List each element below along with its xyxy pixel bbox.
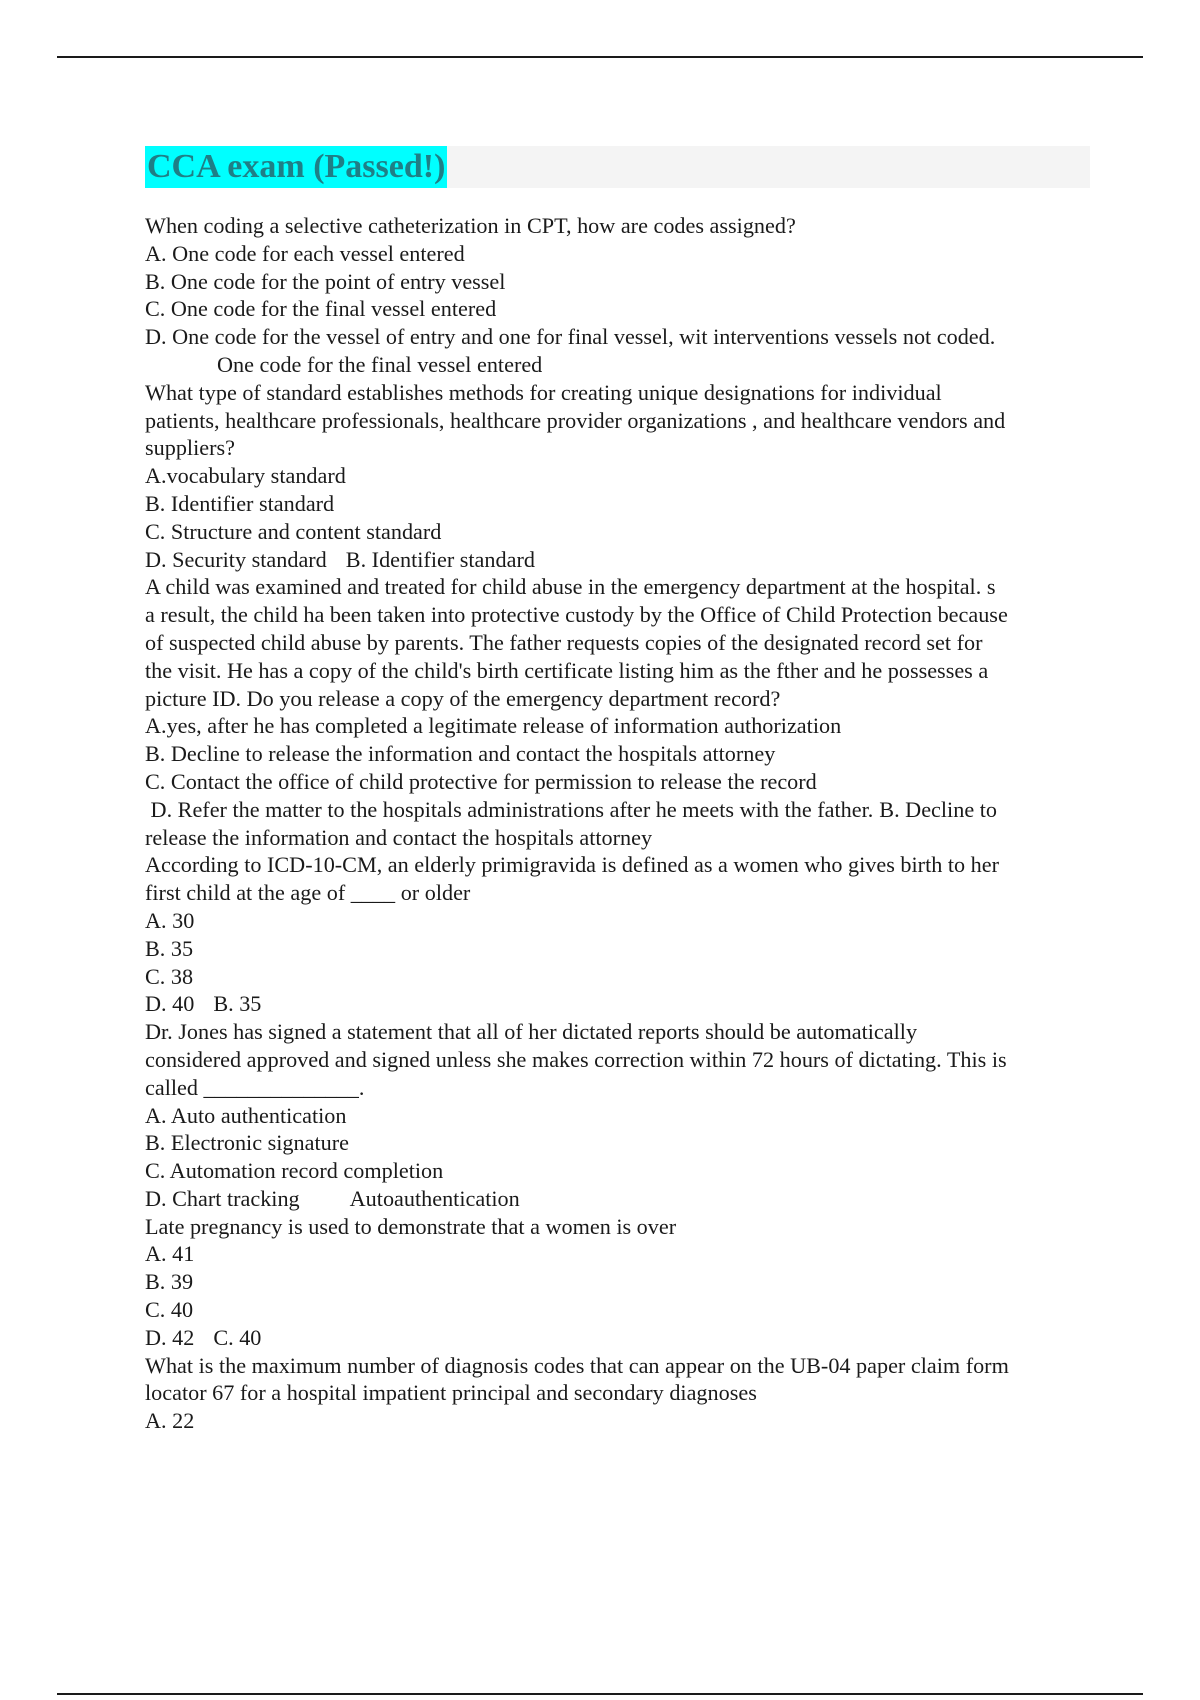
answer-option: D. Security standard	[145, 546, 327, 572]
answer-option: D. One code for the vessel of entry and one for final vessel, wit interventions vessels not coded.	[145, 324, 996, 350]
answer-option: A. 30	[145, 907, 195, 933]
answer-option: B. Decline to release the information and contact the hospitals attorney	[145, 741, 776, 767]
question-line: of suspected child abuse by parents. The father requests copies of the designated record set for	[145, 629, 983, 655]
answer-option-with-answer	[145, 1185, 1095, 1213]
answer-option-with-answer	[145, 1324, 1095, 1352]
answer-option: D. 40	[145, 991, 195, 1017]
question-line: called ______________.	[145, 1074, 365, 1100]
page-top-rule	[57, 56, 1143, 58]
correct-answer: B. Decline to	[879, 796, 997, 822]
question-line: the visit. He has a copy of the child's birth certificate listing him as the fther and he possesses a	[145, 657, 989, 683]
document-title: CCA exam (Passed!)	[145, 146, 447, 188]
answer-option: A.yes, after he has completed a legitimate release of information authorization	[145, 713, 842, 739]
answer-option: B. Electronic signature	[145, 1130, 349, 1156]
question-line: locator 67 for a hospital impatient principal and secondary diagnoses	[145, 1380, 757, 1406]
answer-option: A.vocabulary standard	[145, 463, 346, 489]
question-line: Dr. Jones has signed a statement that all of her dictated reports should be automatically	[145, 1019, 918, 1045]
answer-option: B. One code for the point of entry vessel	[145, 268, 506, 294]
question-line: suppliers?	[145, 435, 235, 461]
question-line: A child was examined and treated for child abuse in the emergency department at the hospital. s	[145, 574, 996, 600]
answer-option: A. One code for each vessel entered	[145, 240, 465, 266]
answer-option-with-answer	[145, 546, 1095, 574]
question-line: Late pregnancy is used to demonstrate that a women is over	[145, 1213, 677, 1239]
answer-option: D. 42	[145, 1324, 195, 1350]
correct-answer: B. Identifier standard	[345, 546, 535, 572]
answer-option: C. 38	[145, 963, 194, 989]
answer-option-with-answer	[145, 796, 1095, 824]
answer-option: B. 39	[145, 1269, 194, 1295]
question-line: What is the maximum number of diagnosis codes that can appear on the UB-04 paper claim form	[145, 1352, 1009, 1378]
answer-option: C. Contact the office of child protective for permission to release the record	[145, 768, 817, 794]
question-line: According to ICD-10-CM, an elderly primigravida is defined as a women who gives birth to her	[145, 852, 1000, 878]
answer-option: A. Auto authentication	[145, 1102, 347, 1128]
correct-answer: C. 40	[213, 1324, 262, 1350]
correct-answer: One code for the final vessel entered	[217, 351, 543, 377]
question-line: What type of standard establishes methods for creating unique designations for individual	[145, 379, 942, 405]
answer-option: C. Structure and content standard	[145, 518, 442, 544]
answer-option: B. 35	[145, 935, 194, 961]
correct-answer: B. 35	[213, 991, 262, 1017]
answer-option: A. 22	[145, 1408, 195, 1434]
question-line: When coding a selective catheterization in CPT, how are codes assigned?	[145, 213, 796, 238]
answer-option-with-answer	[145, 990, 1095, 1018]
correct-answer-continuation: release the information and contact the hospitals attorney	[145, 824, 653, 850]
answer-option: D. Chart tracking	[145, 1185, 300, 1211]
answer-option: A. 41	[145, 1241, 195, 1267]
question-line: picture ID. Do you release a copy of the emergency department record?	[145, 685, 781, 711]
question-line: patients, healthcare professionals, healthcare provider organizations , and healthcare vendors and	[145, 407, 1006, 433]
question-line: first child at the age of ____ or older	[145, 880, 471, 906]
answer-option: C. Automation record completion	[145, 1158, 444, 1184]
answer-option: C. 40	[145, 1297, 194, 1323]
question-line: a result, the child ha been taken into protective custody by the Office of Child Protection because	[145, 602, 1008, 628]
question-line: considered approved and signed unless she makes correction within 72 hours of dictating. This is	[145, 1046, 1007, 1072]
answer-option: C. One code for the final vessel entered	[145, 296, 497, 322]
answer-option: B. Identifier standard	[145, 490, 335, 516]
document-body	[145, 212, 1095, 1435]
answer-option: D. Refer the matter to the hospitals administrations after he meets with the father.	[145, 796, 874, 822]
correct-answer: Autoauthentication	[349, 1185, 520, 1211]
page-bottom-rule	[57, 1693, 1143, 1695]
